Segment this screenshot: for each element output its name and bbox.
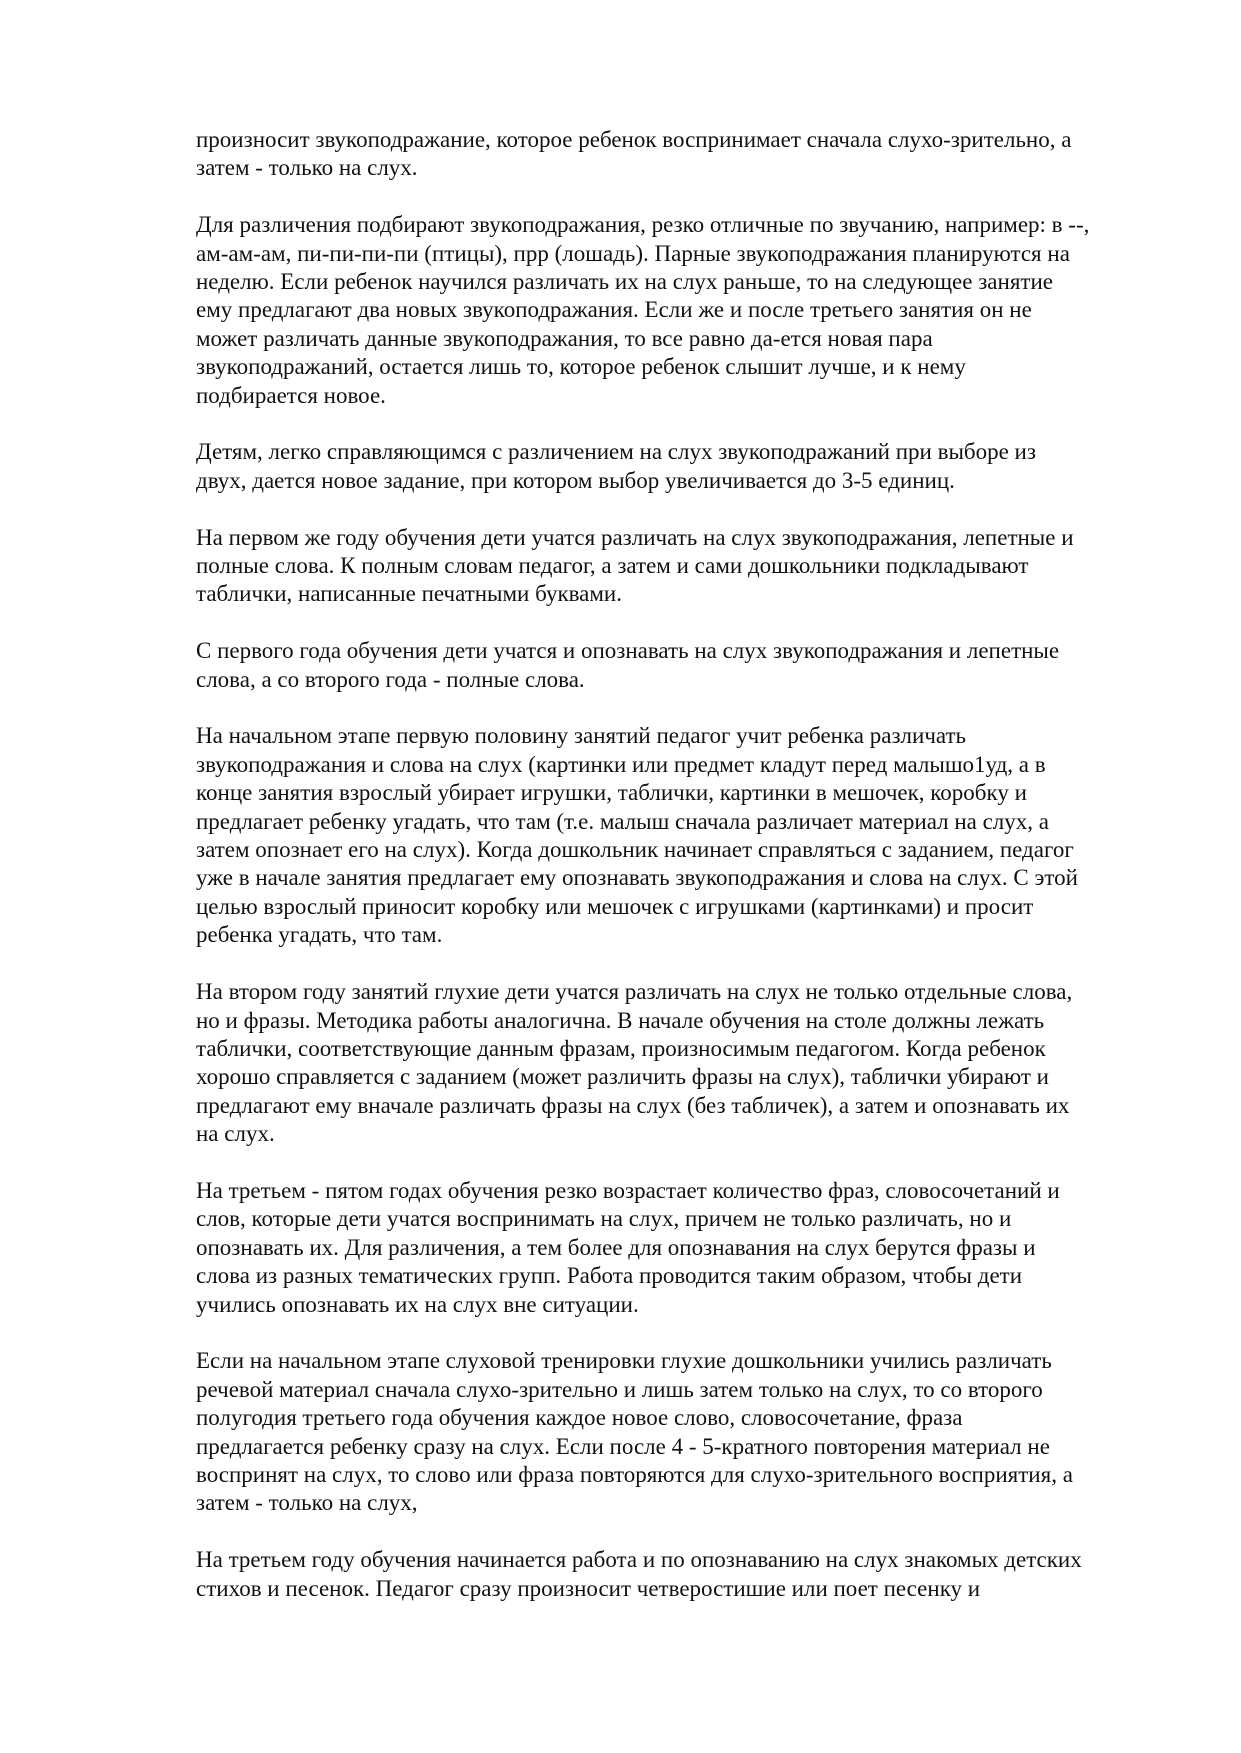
paragraph: Детям, легко справляющимся с различением на слух звукоподражаний при выборе из двух, дается новое задание, при котором выбор увеличивается до 3-5 единиц.	[196, 439, 1036, 493]
paragraph: С первого года обучения дети учатся и опознавать на слух звукоподражания и лепетные слова, а со второго года - полные слова.	[196, 638, 1060, 692]
paragraph: На третьем году обучения начинается работа и по опознаванию на слух знакомых детских стихов и песенок. Педагог сразу произносит четверостишие или поет песенку и	[196, 1547, 1082, 1601]
paragraph: произносит звукоподражание, которое ребенок воспринимает сначала слухо-зрительно, а затем - только на слух.	[196, 127, 1072, 181]
body-text	[196, 126, 1176, 1603]
paragraph: На начальном этапе первую половину занятий педагог учит ребенка различать звукоподражания и слова на слух (картинки или предмет кладут перед малышо1уд, а в конце занятия взрослый убирает игрушки, таблички, картинки в мешочек, коробку и предлагает ребенку угадать, что там (т.е. малыш сначала различает материал на слух, а затем опознает его на слух). Когда дошкольник начинает справляться с заданием, педагог уже в начале занятия предлагает ему опознавать звукоподражания и слова на слух. С этой целью взрослый приносит коробку или мешочек с игрушками (картинками) и просит ребенка угадать, что там.	[196, 723, 1078, 948]
paragraph: На третьем - пятом годах обучения резко возрастает количество фраз, словосочетаний и слов, которые дети учатся воспринимать на слух, причем не только различать, но и опознавать их. Для различения, а тем более для опознавания на слух берутся фразы и слова из разных тематических групп. Работа проводится таким образом, чтобы дети учились опознавать их на слух вне ситуации.	[196, 1177, 1060, 1317]
paragraph: Если на начальном этапе слуховой тренировки глухие дошкольники учились различать речевой материал сначала слухо-зрительно и лишь затем только на слух, то со второго полугодия третьего года обучения каждое новое слово, словосочетание, фраза предлагается ребенку сразу на слух. Если после 4 - 5-кратного повторения материал не воспринят на слух, то слово или фраза повторяются для слухо-зрительного восприятия, а затем - только на слух,	[196, 1348, 1073, 1516]
paragraph: На первом же году обучения дети учатся различать на слух звукоподражания, лепетные и полные слова. К полным словам педагог, а затем и сами дошкольники подкладывают таблички, написанные печатными буквами.	[196, 524, 1074, 607]
paragraph: На втором году занятий глухие дети учатся различать на слух не только отдельные слова, но и фразы. Методика работы аналогична. В начале обучения на столе должны лежать таблички, соответствующие данным фразам, произносимым педагогом. Когда ребенок хорошо справляется с заданием (может различить фразы на слух), таблички убирают и предлагают ему вначале различать фразы на слух (без табличек), а затем и опознавать их на слух.	[196, 979, 1073, 1147]
paragraph: Для различения подбирают звукоподражания, резко отличные по звучанию, например: в --, ам-ам-ам, пи-пи-пи-пи (птицы), прр (лошадь). Парные звукоподражания планируются на неделю. Если ребенок научился различать их на слух раньше, то на следующее занятие ему предлагают два новых звукоподражания. Если же и после третьего занятия он не может различать данные звукоподражания, то все равно да-ется новая пара звукоподражаний, остается лишь то, которое ребенок слышит лучше, и к нему подбирается новое.	[196, 212, 1090, 408]
